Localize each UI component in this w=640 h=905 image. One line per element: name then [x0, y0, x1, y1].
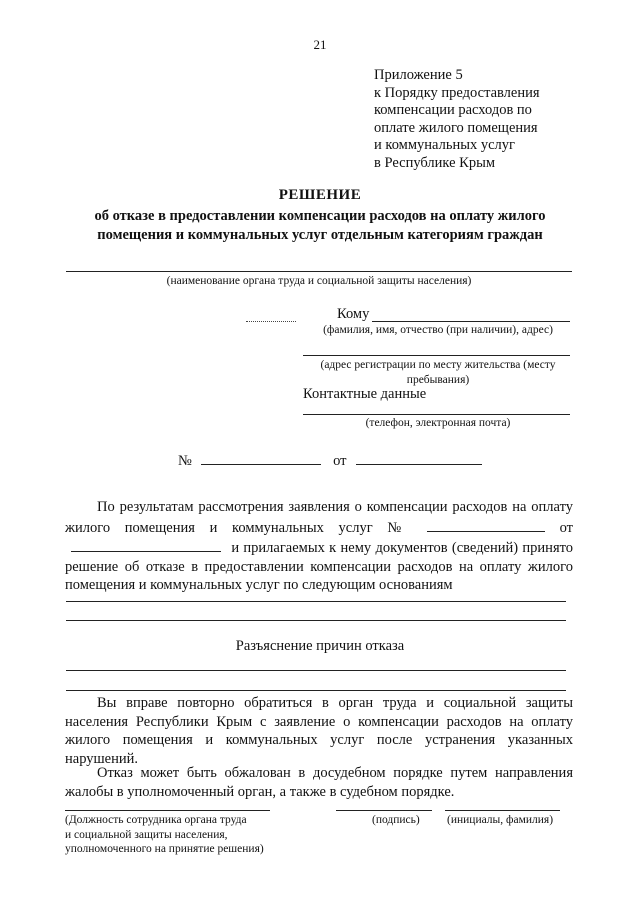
- appendix-reference: [374, 67, 604, 173]
- initials-caption: (инициалы, фамилия): [447, 814, 554, 826]
- initials-field[interactable]: [445, 810, 560, 811]
- appendix-line: компенсации расходов по: [374, 102, 532, 119]
- address-caption: [303, 358, 573, 387]
- explanation-field[interactable]: [66, 670, 566, 671]
- position-caption: [65, 813, 305, 857]
- position-field[interactable]: [65, 810, 270, 811]
- address-caption-line: пребывания): [406, 373, 470, 386]
- decision-text: от: [559, 519, 574, 536]
- document-title: РЕШЕНИЕ: [278, 187, 362, 203]
- contacts-field[interactable]: [303, 414, 570, 415]
- to-field[interactable]: [372, 321, 570, 322]
- contacts-caption: (телефон, электронная почта): [365, 417, 511, 429]
- page-number: 21: [313, 37, 327, 52]
- grounds-field[interactable]: [66, 620, 566, 621]
- grounds-field[interactable]: [66, 601, 566, 602]
- decision-paragraph: [65, 498, 573, 595]
- position-caption-line: уполномоченного на принятие решения): [65, 843, 264, 855]
- to-label: Кому: [337, 306, 370, 322]
- appendix-line: к Порядку предоставления: [374, 84, 540, 101]
- appendix-line: в Республике Крым: [374, 154, 495, 171]
- reapply-paragraph: Вы вправе повторно обратиться в орган труда и социальной защиты населения Республики Крым с заявление о компенсации расходов на оплату жилого помещения и коммунальных услуг после устранения указанных нарушений.: [65, 695, 573, 767]
- application-date-field[interactable]: [71, 537, 221, 552]
- appendix-line: оплате жилого помещения: [374, 119, 538, 136]
- decision-number-row: [178, 450, 482, 470]
- explanation-field[interactable]: [66, 690, 566, 691]
- authority-caption: (наименование органа труда и социальной защиты населения): [166, 275, 472, 287]
- signature-caption: (подпись): [372, 814, 420, 826]
- appeal-paragraph: Отказ может быть обжалован в досудебном порядке путем направления жалобы в уполномоченный орган, а также в судебном порядке.: [65, 765, 573, 800]
- authority-name-field[interactable]: [66, 271, 572, 272]
- subtitle-line: об отказе в предоставлении компенсации расходов на оплату жилого: [94, 208, 546, 224]
- contacts-label: Контактные данные: [303, 386, 427, 402]
- number-label: №: [178, 453, 192, 469]
- signature-field[interactable]: [336, 810, 432, 811]
- decision-text: и прилагаемых к нему документов (сведений) принято решение об отказе в предоставлении компенсации расходов на оплату жилого помещения и коммунальных услуг по следующим основаниям: [65, 540, 574, 594]
- decision-text: По результатам рассмотрения заявления о компенсации расходов на оплату жилого помещения и коммунальных услуг №: [65, 499, 573, 536]
- address-field[interactable]: [303, 355, 570, 356]
- position-caption-line: и социальной защиты населения,: [65, 828, 228, 841]
- date-label: от: [333, 453, 347, 469]
- appendix-line: Приложение 5: [374, 67, 463, 83]
- position-caption-line: (Должность сотрудника органа труда: [65, 814, 247, 826]
- document-subtitle: [60, 207, 580, 245]
- application-number-field[interactable]: [427, 517, 545, 532]
- explanation-heading: Разъяснение причин отказа: [235, 638, 405, 654]
- subtitle-line: помещения и коммунальных услуг отдельным категориям граждан: [97, 227, 543, 243]
- appendix-line: и коммунальных услуг: [374, 137, 515, 154]
- decision-date-field[interactable]: [356, 450, 482, 465]
- address-caption-line: (адрес регистрации по месту жительства (месту: [320, 359, 556, 371]
- to-caption: (фамилия, имя, отчество (при наличии), адрес): [323, 324, 553, 336]
- decorative-dotted-line: [246, 321, 296, 322]
- decision-number-field[interactable]: [201, 450, 321, 465]
